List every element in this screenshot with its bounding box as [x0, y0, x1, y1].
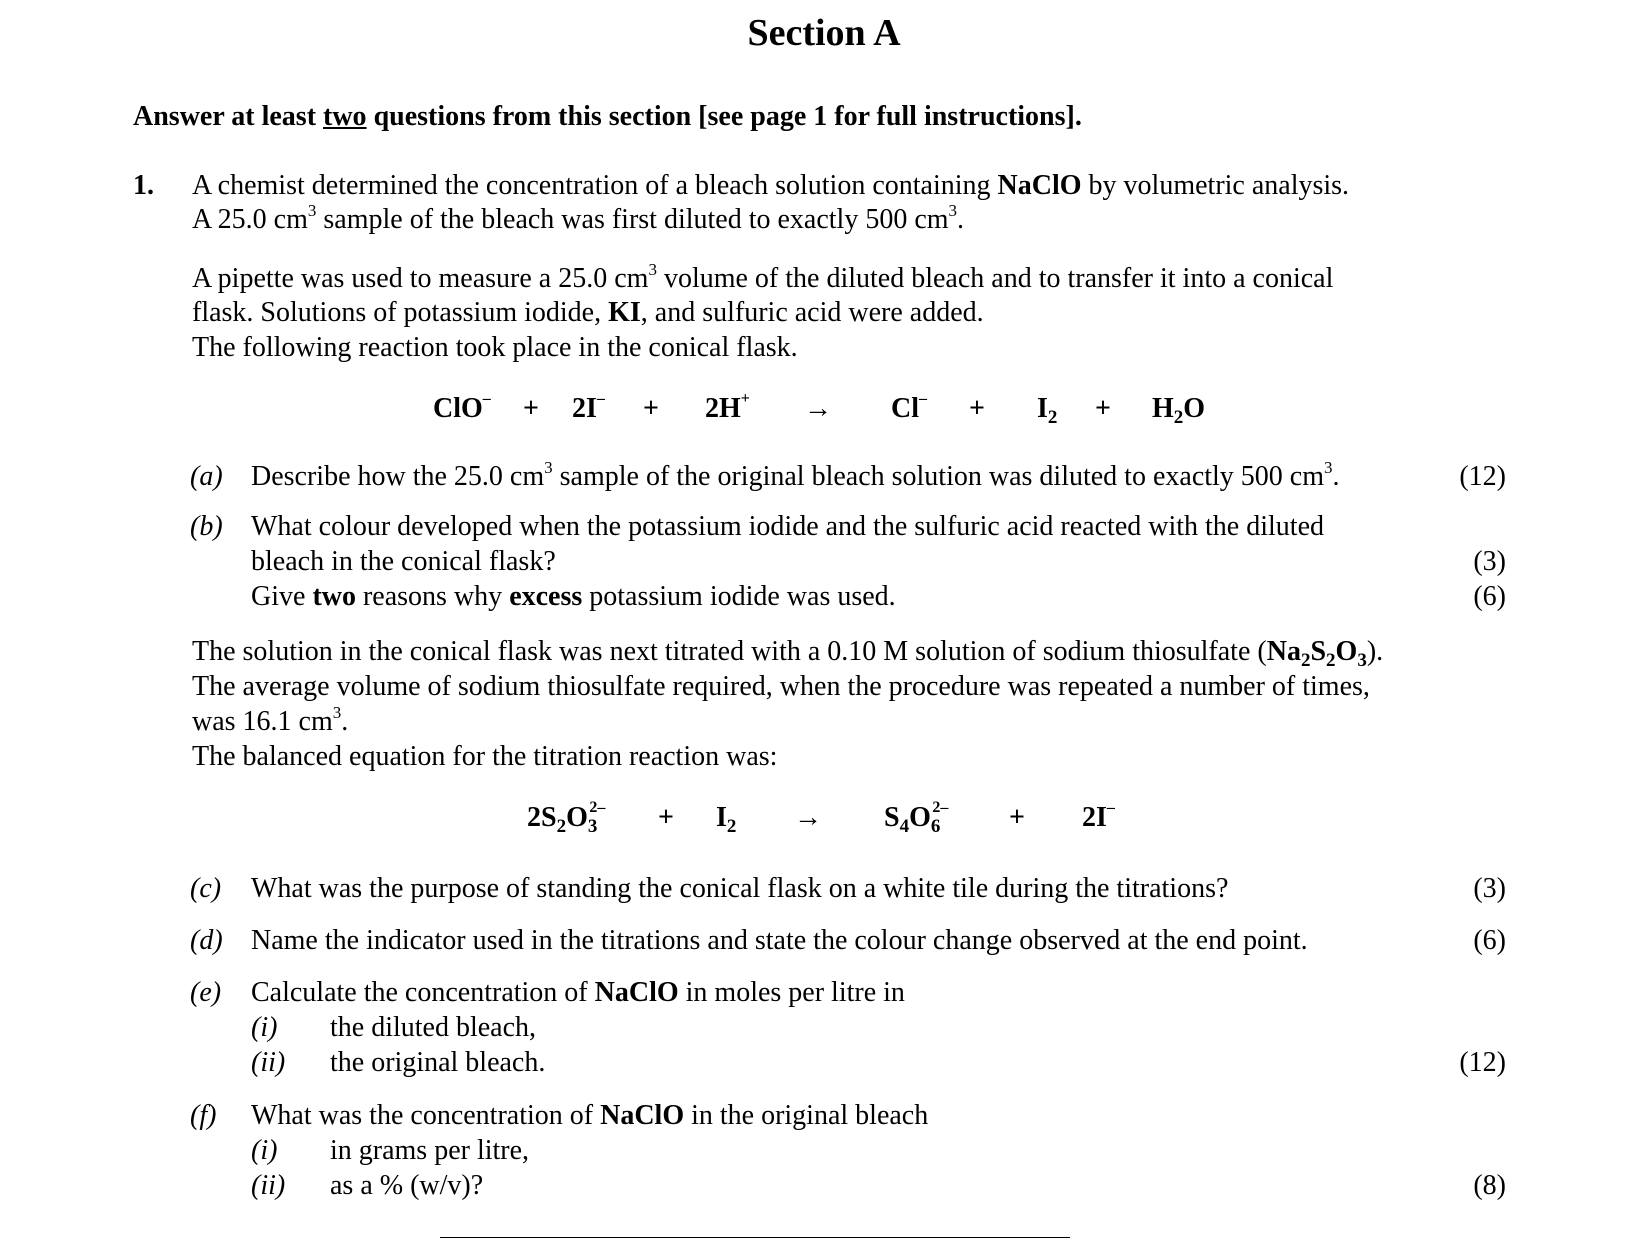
intro-line-2 [192, 201, 965, 235]
part-b-label: (b) [190, 511, 223, 542]
part-e-marks: (12) [1459, 1047, 1506, 1078]
eq1-plus: + [969, 393, 985, 424]
para2-line-2 [192, 299, 984, 327]
eq2-iodine: $I_2$ [716, 802, 737, 837]
para2-line-3: The following reaction took place in the conical flask. [192, 332, 798, 363]
eq1-plus: + [523, 393, 539, 424]
part-e-i-text: the diluted bleach, [330, 1012, 537, 1043]
eq2-plus: + [658, 802, 674, 833]
eq1-iodide: 2I– [572, 390, 605, 424]
eq1-chloride: Cl– [891, 390, 927, 424]
eq2-thiosulfate: $2S_2O_3^{2-}$ [527, 799, 606, 837]
para2-line-1 [192, 260, 1334, 294]
eq1-clo: ClO– [433, 390, 491, 424]
instruction-post: questions from this section [see page 1 for full instructions]. [366, 101, 1082, 132]
part-f-i-text: in grams per litre, [330, 1135, 530, 1166]
intro-text: A 25.0 cm [192, 204, 308, 235]
part-e-text: Calculate the concentration of NaClO in moles per litre in [251, 977, 905, 1008]
intro-text-end: by volumetric analysis. [1081, 170, 1350, 201]
part-a-marks: (12) [1459, 461, 1506, 492]
para3-line-3: was 16.1 $cm^3$. [192, 703, 349, 737]
part-d-marks: (6) [1473, 925, 1506, 956]
part-f-label: (f) [190, 1100, 217, 1131]
para-text: flask. Solutions of potassium iodide, [192, 297, 609, 328]
eq2-arrow: → [794, 802, 822, 833]
part-e-ii-label: (ii) [251, 1047, 286, 1078]
instruction-emph: two [323, 101, 367, 132]
section-title: Section A [747, 12, 901, 54]
formula-ki: KI [608, 297, 641, 328]
superscript: 3 [948, 201, 958, 220]
instruction-pre: Answer at least [133, 101, 324, 132]
eq1-arrow: → [804, 393, 832, 424]
eq1-plus: + [643, 393, 659, 424]
para-text: A pipette was used to measure a 25.0 cm [192, 263, 649, 294]
part-b-marks-1: (3) [1473, 546, 1506, 577]
part-a-text: Describe how the 25.0 $cm^3$ sample of the original bleach solution was diluted to exactly 500 $cm^3$. [251, 458, 1340, 492]
part-e-ii-text: the original bleach. [330, 1047, 546, 1078]
part-c-text: What was the purpose of standing the conical flask on a white tile during the titrations? [251, 873, 1229, 904]
superscript: 3 [648, 260, 657, 279]
part-c-marks: (3) [1473, 873, 1506, 904]
eq2-iodide: 2I– [1082, 799, 1115, 833]
part-d-text: Name the indicator used in the titrations and state the colour change observed at the end point. [251, 925, 1308, 956]
para3-line-1: The solution in the conical flask was next titrated with a 0.10 M solution of sodium thiosulfate $(Na_2S_2O_3)$. [192, 636, 1384, 671]
para-text: , and sulfuric acid were added. [640, 297, 984, 328]
intro-formula: NaClO [997, 170, 1082, 201]
part-f-ii-label: (ii) [251, 1170, 286, 1201]
eq1-hydrogen: 2H+ [705, 390, 750, 424]
intro-text: A chemist determined the concentration of a bleach solution containing [192, 170, 998, 201]
part-f-ii-text: as a % (w/v)? [330, 1170, 484, 1201]
part-f-text: What was the concentration of NaClO in the original bleach [251, 1100, 929, 1131]
part-a-label: (a) [190, 461, 223, 492]
part-e-label: (e) [190, 977, 222, 1008]
eq1-water: $H_2O$ [1152, 393, 1206, 428]
eq2-plus: + [1009, 802, 1025, 833]
question-number: 1. [133, 170, 154, 201]
eq1-plus: + [1095, 393, 1111, 424]
instruction [133, 103, 1082, 131]
para3-line-2: The average volume of sodium thiosulfate required, when the procedure was repeated a number of times, [192, 671, 1370, 702]
part-b-line-2: bleach in the conical flask? [251, 546, 556, 577]
part-a [190, 463, 223, 491]
intro-line-1 [192, 172, 1349, 200]
part-c-label: (c) [190, 873, 222, 904]
para-text: volume of the diluted bleach and to transfer it into a conical [656, 263, 1334, 294]
part-f-marks: (8) [1473, 1170, 1506, 1201]
eq2-tetrathionate: $S_4O_6^{2-}$ [884, 799, 949, 837]
para3-line-4: The balanced equation for the titration reaction was: [192, 741, 778, 772]
superscript: 3 [307, 201, 317, 220]
part-b-line-1: What colour developed when the potassium iodide and the sulfuric acid reacted with the diluted [251, 511, 1324, 542]
intro-text: . [957, 204, 965, 235]
intro-text: sample of the bleach was first diluted to exactly 500 cm [316, 204, 949, 235]
part-f-i-label: (i) [251, 1135, 278, 1166]
part-e-i-label: (i) [251, 1012, 278, 1043]
part-b-line-3: Give two reasons why excess potassium iodide was used. [251, 581, 896, 612]
part-b-marks-2: (6) [1473, 581, 1506, 612]
eq1-iodine: $I_2$ [1037, 393, 1058, 428]
part-d-label: (d) [190, 925, 223, 956]
divider-rule [440, 1237, 1070, 1238]
